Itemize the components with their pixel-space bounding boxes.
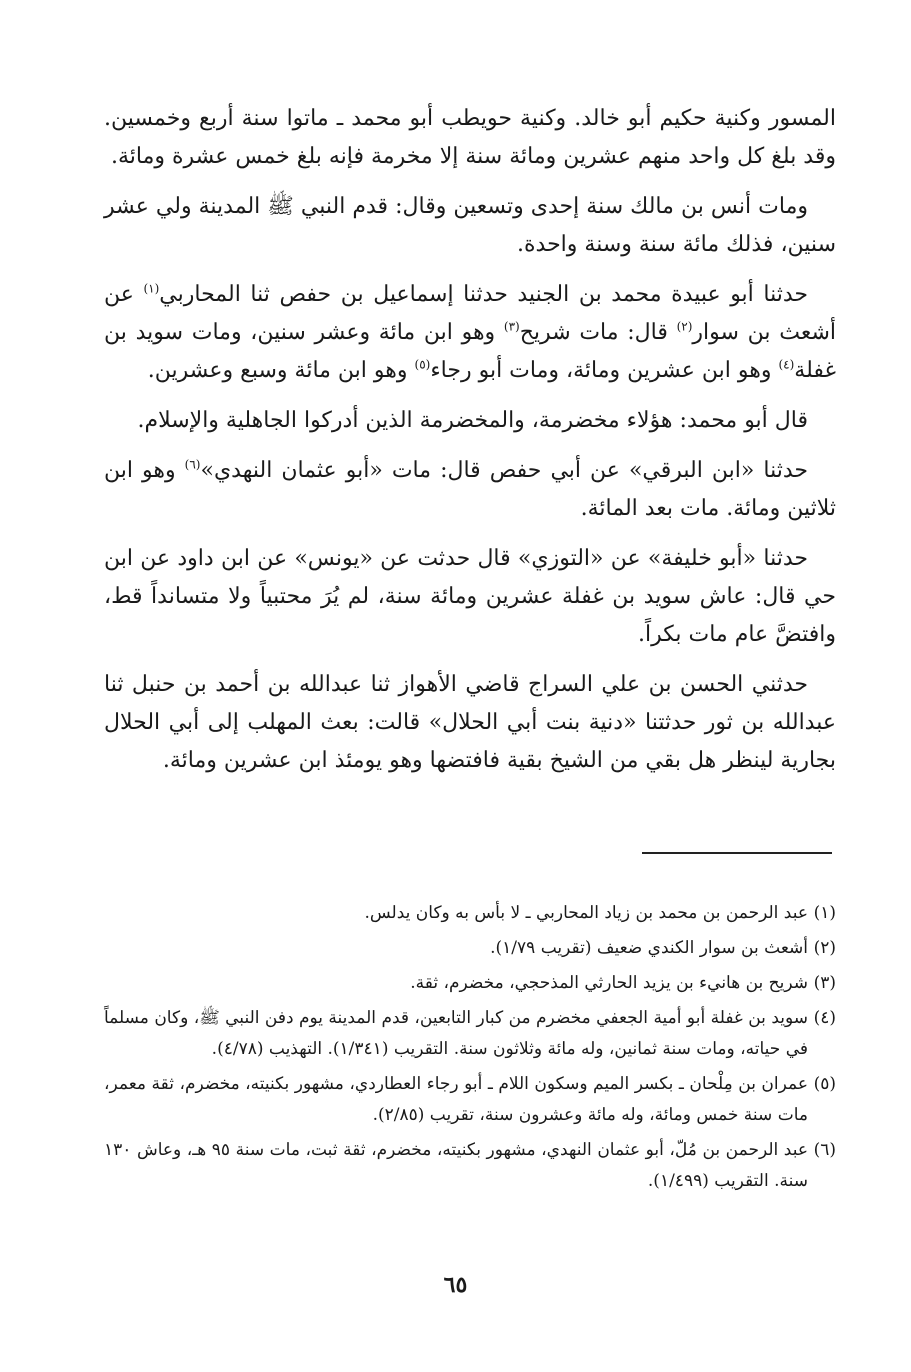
paragraph-7: حدثني الحسن بن علي السراج قاضي الأهواز ثنا عبدالله بن أحمد بن حنبل ثنا عبدالله بن ثور حدثتنا «دنية بنت أبي الحلال» قالت: بعث المهلب إلى أبي الحلال بجارية لينظر هل بقي من الشيخ بقية فافتضها وهو يومئذ ابن عشرين ومائة.: [104, 672, 836, 773]
footnote-divider: [642, 852, 832, 854]
footnote-text: سويد بن غفلة أبو أمية الجعفي مخضرم من كبار التابعين، قدم المدينة يوم دفن النبي ﷺ، وكان مسلماً في حياته، ومات سنة ثمانين، وله مائة وثلاثون سنة. التقريب (١/٣٤١). التهذيب (٤/٧٨).: [104, 1008, 808, 1059]
paragraph-1: المسور وكنية حكيم أبو خالد. وكنية حويطب أبو محمد ـ ماتوا سنة أربع وخمسين. وقد بلغ كل واحد منهم عشرين ومائة سنة إلا مخرمة فإنه بلغ خمس عشرة ومائة.: [104, 106, 836, 169]
paragraph-3-text: وهو ابن مائة وعشر سنين، ومات سويد بن غفلة: [104, 320, 836, 383]
footnote-text: شريح بن هانيء بن يزيد الحارثي المذحجي، مخضرم، ثقة.: [410, 973, 808, 993]
footnote-number: (٣): [813, 973, 836, 993]
footnote-number: (٤): [813, 1008, 836, 1028]
footnote-ref-3: (٣): [503, 319, 520, 334]
paragraph-3: [104, 276, 836, 390]
paragraph-2: ومات أنس بن مالك سنة إحدى وتسعين وقال: قدم النبي ﷺ المدينة ولي عشر سنين، فذلك مائة سنة وسنة واحدة.: [104, 194, 836, 257]
paragraph-4: قال أبو محمد: هؤلاء مخضرمة، والمخضرمة الذين أدركوا الجاهلية والإسلام.: [137, 408, 808, 433]
footnote-4: [104, 1003, 836, 1065]
footnote-text: أشعث بن سوار الكندي ضعيف (تقريب ١/٧٩).: [490, 938, 808, 958]
footnote-ref-5: (٥): [414, 357, 431, 372]
paragraph-3-text: حدثنا أبو عبيدة محمد بن الجنيد حدثنا إسماعيل بن حفص ثنا المحاربي: [159, 282, 808, 307]
paragraph-6: حدثنا «أبو خليفة» عن «التوزي» قال حدثت عن «يونس» عن ابن داود عن ابن حي قال: عاش سويد بن غفلة عشرين ومائة سنة، لم يُرَ محتبياً ولا متسانداً قط، وافتضَّ عام مات بكراً.: [104, 546, 836, 647]
paragraph-3-text: قال: مات شريح: [519, 320, 677, 345]
paragraph-3-text: وهو ابن عشرين ومائة، ومات أبو رجاء: [430, 358, 779, 383]
footnote-1: [104, 898, 836, 929]
page-number: ٦٥: [443, 1272, 468, 1298]
footnote-text: عبد الرحمن بن محمد بن زياد المحاربي ـ لا بأس به وكان يدلس.: [364, 903, 808, 923]
footnote-text: عبد الرحمن بن مُلّ، أبو عثمان النهدي، مشهور بكنيته، مخضرم، ثقة ثبت، مات سنة ٩٥ هـ، وعاش ١٣٠ سنة. التقريب (١/٤٩٩).: [104, 1140, 808, 1191]
footnote-ref-2: (٢): [676, 319, 693, 334]
footnote-number: (٢): [813, 938, 836, 958]
footnote-ref-6: (٦): [184, 457, 201, 472]
footnote-ref-1: (١): [143, 281, 160, 296]
footnote-6: [104, 1135, 836, 1197]
paragraph-3-text: عن أشعث بن سوار: [104, 282, 836, 345]
footnote-ref-4: (٤): [778, 357, 795, 372]
footnote-3: [104, 968, 836, 999]
footnote-5: [104, 1069, 836, 1131]
main-text: [104, 100, 836, 792]
footnote-2: [104, 933, 836, 964]
footnote-text: عمران بن مِلْحان ـ بكسر الميم وسكون اللام ـ أبو رجاء العطاردي، مشهور بكنيته، مخضرم، ثقة معمر، مات سنة خمس ومائة، وله مائة وعشرون سنة، تقريب (٢/٨٥).: [104, 1074, 808, 1125]
paragraph-3-text: وهو ابن مائة وسبع وعشرين.: [147, 358, 415, 383]
footnotes: [104, 898, 836, 1201]
paragraph-5: [104, 452, 836, 528]
paragraph-5-text: حدثنا «ابن البرقي» عن أبي حفص قال: مات «أبو عثمان النهدي»: [200, 458, 809, 483]
footnote-number: (١): [813, 903, 836, 923]
paragraph-5-text: وهو ابن ثلاثين ومائة. مات بعد المائة.: [104, 458, 836, 521]
footnote-number: (٥): [813, 1074, 836, 1094]
footnote-number: (٦): [813, 1140, 836, 1160]
